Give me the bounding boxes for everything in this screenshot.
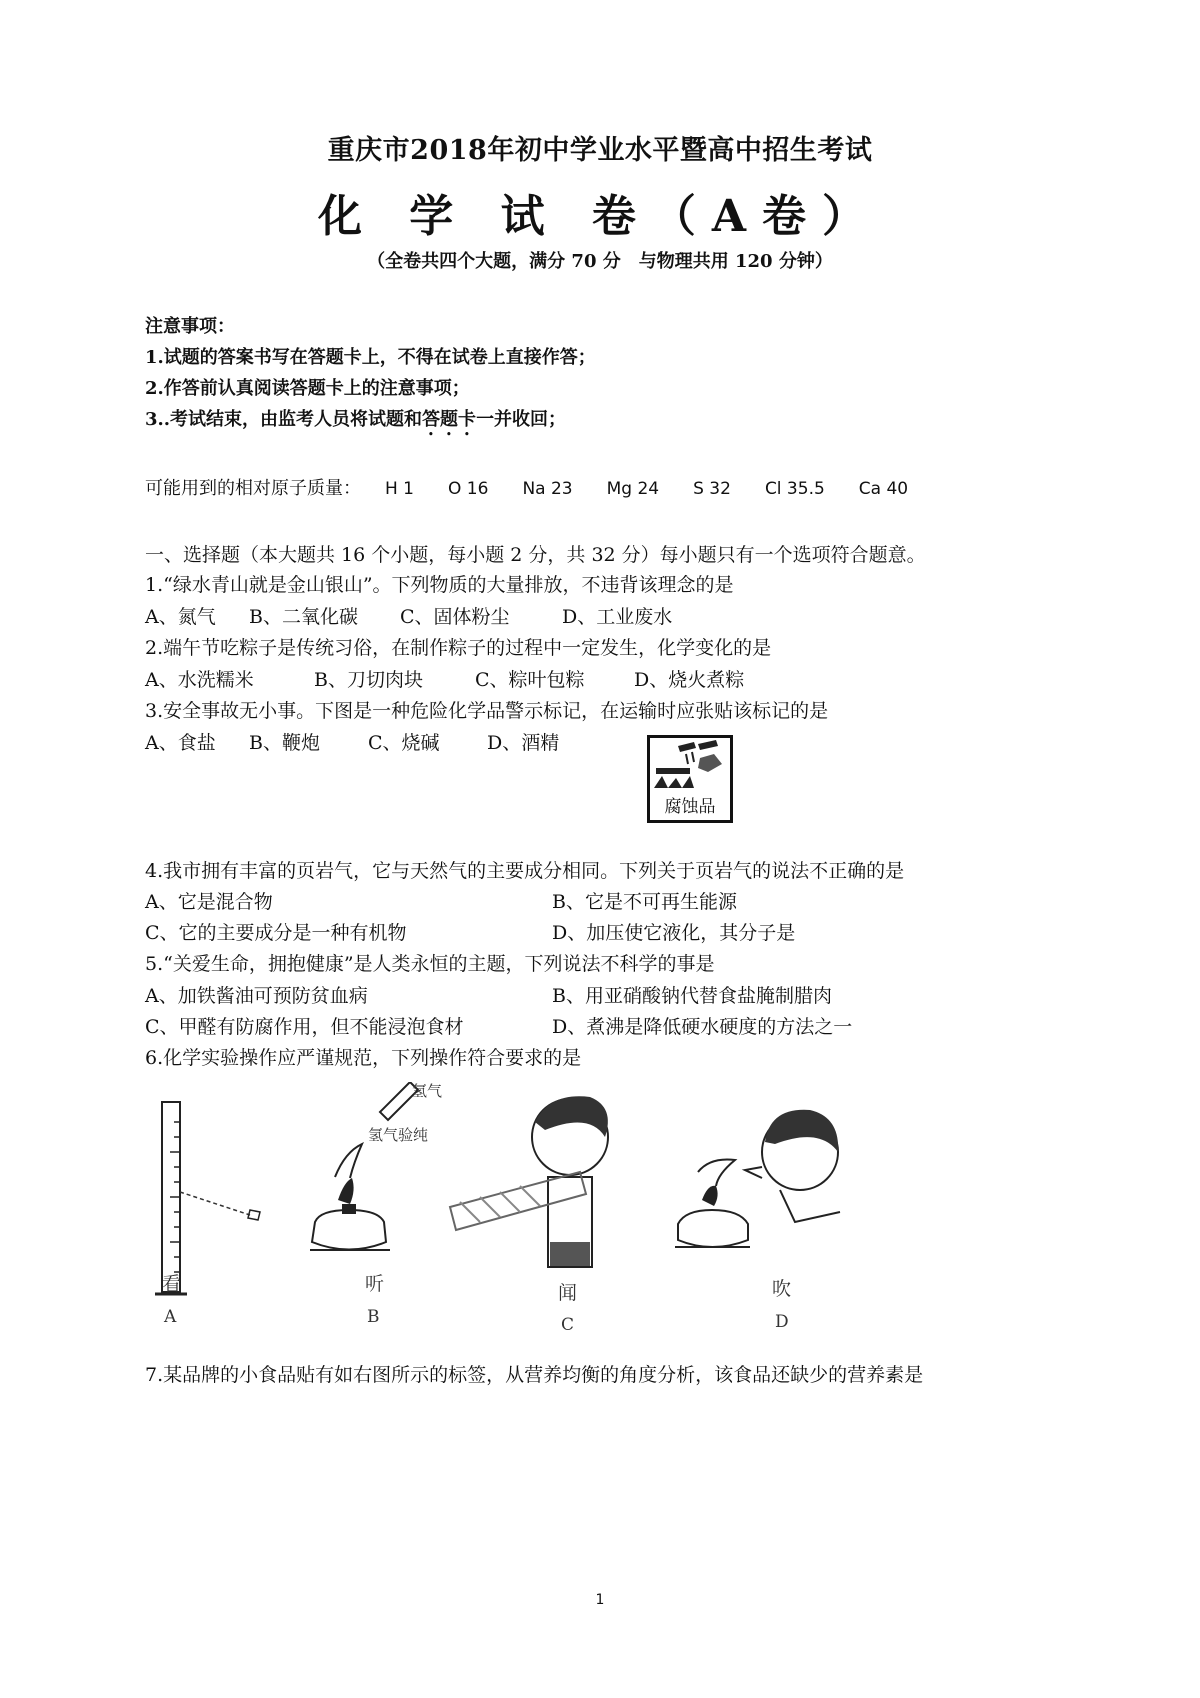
notice-item-3-emphasis: 答题卡 <box>422 409 477 430</box>
notice-item-3 <box>145 405 566 440</box>
question-2-option-a: A、水洗糯米 <box>145 669 254 691</box>
question-4-stem: 4.我市拥有丰富的页岩气，它与天然气的主要成分相同。下列关于页岩气的说法不正确的是 <box>145 860 905 882</box>
atomic-mass-cl: Cl 35.5 <box>764 479 825 499</box>
notice-item-1: 1.试题的答案书写在答题卡上，不得在试卷上直接作答； <box>145 347 596 368</box>
question-1-option-d: D、工业废水 <box>562 606 673 628</box>
figure-letter-a: A <box>164 1307 177 1327</box>
figure-caption-b: 听 <box>365 1273 385 1295</box>
notice-heading: 注意事项： <box>145 316 235 337</box>
question-7-stem: 7.某品牌的小食品贴有如右图所示的标签，从营养均衡的角度分析，该食品还缺少的营养素是 <box>145 1364 924 1386</box>
figure-letter-b: B <box>367 1307 380 1327</box>
figure-label-hydrogen-purity: 氢气验纯 <box>368 1126 429 1144</box>
question-1-option-c: C、固体粉尘 <box>400 606 510 628</box>
question-2-option-d: D、烧火煮粽 <box>634 669 745 691</box>
corrosive-warning-sign <box>647 735 733 823</box>
section-heading: 一、选择题（本大题共 16 个小题，每小题 2 分，共 32 分）每小题只有一个选项符合题意。 <box>145 544 926 566</box>
question-5-option-c: C、甲醛有防腐作用，但不能浸泡食材 <box>145 1016 464 1038</box>
atomic-mass-na: Na 23 <box>522 479 573 499</box>
question-3-option-c: C、烧碱 <box>368 732 440 754</box>
lab-operations-figure <box>150 1082 910 1337</box>
question-1-option-b: B、二氧化碳 <box>249 606 358 628</box>
atomic-mass-h: H 1 <box>385 479 415 499</box>
question-1-option-a: A、氮气 <box>145 606 216 628</box>
figure-letter-d: D <box>775 1312 789 1332</box>
blowing-lamp-figure <box>675 1110 840 1247</box>
hydrogen-test-figure <box>310 1082 418 1250</box>
atomic-mass-o: O 16 <box>448 479 489 499</box>
figure-caption-a: 看 <box>162 1273 182 1295</box>
atomic-masses-label: 可能用到的相对原子质量： <box>145 478 361 499</box>
figure-label-hydrogen: 氢气 <box>412 1082 443 1100</box>
atomic-mass-s: S 32 <box>693 479 731 499</box>
smelling-gas-figure <box>450 1096 608 1267</box>
page-number: 1 <box>595 1592 605 1608</box>
question-4-option-c: C、它的主要成分是一种有机物 <box>145 922 407 944</box>
question-5-option-a: A、加铁酱油可预防贫血病 <box>145 985 368 1007</box>
atomic-masses <box>145 474 942 500</box>
atomic-mass-ca: Ca 40 <box>858 479 909 499</box>
question-4-option-a: A、它是混合物 <box>145 891 273 913</box>
notice-item-3-text: 3..考试结束，由监考人员将试题和 <box>145 409 423 430</box>
question-4-option-d: D、加压使它液化，其分子是 <box>552 922 796 944</box>
question-3-stem: 3.安全事故无小事。下图是一种危险化学品警示标记，在运输时应张贴该标记的是 <box>145 700 829 722</box>
exam-info: （全卷共四个大题，满分 70 分 与物理共用 120 分钟） <box>367 251 833 272</box>
question-2-option-c: C、粽叶包粽 <box>475 669 585 691</box>
notice-item-3-end: 一并收回； <box>476 409 567 430</box>
corrosive-icon <box>650 738 730 792</box>
corrosive-sign-label: 腐蚀品 <box>664 797 716 817</box>
figure-caption-d: 吹 <box>772 1278 792 1300</box>
exam-title: 重庆市2018年初中学业水平暨高中招生考试 <box>327 135 873 166</box>
question-5-stem: 5.“关爱生命，拥抱健康”是人类永恒的主题，下列说法不科学的事是 <box>145 953 715 975</box>
question-5-option-b: B、用亚硝酸钠代替食盐腌制腊肉 <box>552 985 832 1007</box>
question-1-stem: 1.“绿水青山就是金山银山”。下列物质的大量排放，不违背该理念的是 <box>145 574 734 596</box>
figure-letter-c: C <box>561 1315 575 1335</box>
paper-title: 化 学 试 卷（A卷） <box>317 191 883 242</box>
question-3-option-d: D、酒精 <box>487 732 560 754</box>
atomic-mass-mg: Mg 24 <box>606 479 660 499</box>
figure-caption-c: 闻 <box>558 1282 578 1304</box>
question-3-option-b: B、鞭炮 <box>249 732 320 754</box>
question-4-option-b: B、它是不可再生能源 <box>552 891 737 913</box>
question-6-stem: 6.化学实验操作应严谨规范，下列操作符合要求的是 <box>145 1047 582 1069</box>
question-2-stem: 2.端午节吃粽子是传统习俗，在制作粽子的过程中一定发生，化学变化的是 <box>145 637 772 659</box>
question-5-option-d: D、煮沸是降低硬水硬度的方法之一 <box>552 1016 853 1038</box>
graduated-cylinder-figure <box>155 1102 260 1294</box>
question-2-option-b: B、刀切肉块 <box>314 669 423 691</box>
question-3-option-a: A、食盐 <box>145 732 216 754</box>
notice-item-2: 2.作答前认真阅读答题卡上的注意事项； <box>145 378 470 399</box>
